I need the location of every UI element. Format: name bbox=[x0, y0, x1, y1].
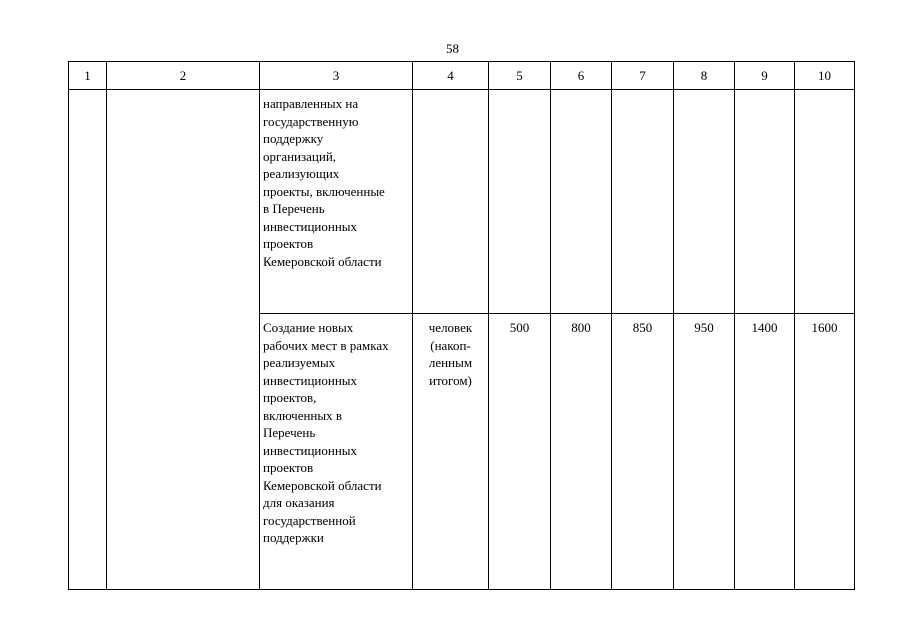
unit-text-line: человек bbox=[428, 320, 473, 335]
indicator-text-line: Кемеровской области bbox=[263, 477, 382, 493]
indicator-text-line: Перечень bbox=[263, 425, 316, 440]
unit-cell bbox=[413, 90, 489, 314]
indicator-cell bbox=[260, 90, 413, 314]
indicator-text-line: инвестиционных bbox=[263, 372, 358, 388]
column-header-5: 5 bbox=[489, 62, 551, 90]
indicator-text-line: реализуемых bbox=[263, 355, 336, 370]
indicator-cell bbox=[260, 314, 413, 590]
header-row bbox=[69, 62, 855, 90]
value-cell: 500 bbox=[489, 314, 551, 590]
value-cell: 800 bbox=[551, 314, 612, 590]
value-cell: 950 bbox=[674, 314, 735, 590]
indicators-table bbox=[68, 61, 855, 590]
value-cell bbox=[551, 90, 612, 314]
value-cell bbox=[735, 90, 795, 314]
unit-text-line: (накоп- bbox=[430, 337, 471, 353]
value-cell: 850 bbox=[612, 314, 674, 590]
value-cell bbox=[674, 90, 735, 314]
indicator-text-line: для оказания bbox=[263, 495, 335, 510]
indicator-text-line: проектов, bbox=[263, 390, 317, 405]
indicator-text-line: проекты, включенные bbox=[263, 183, 385, 199]
page-number: 58 bbox=[446, 41, 459, 56]
indicator-text-line: включенных в bbox=[263, 407, 343, 423]
column-header-8: 8 bbox=[674, 62, 735, 90]
unit-text-line: итогом) bbox=[429, 372, 472, 388]
value-cell bbox=[612, 90, 674, 314]
indicator-text-line: проектов bbox=[263, 460, 314, 475]
indicator-text-line: государственной bbox=[263, 512, 356, 528]
indicator-text-line: организаций, bbox=[263, 148, 337, 164]
column-header-6: 6 bbox=[551, 62, 612, 90]
value-cell bbox=[489, 90, 551, 314]
indicator-text-line: в Перечень bbox=[263, 201, 325, 216]
indicator-text-line: реализующих bbox=[263, 166, 340, 181]
goal-cell bbox=[107, 90, 260, 590]
column-header-4: 4 bbox=[413, 62, 489, 90]
indicator-text-line: Создание новых bbox=[263, 320, 354, 335]
unit-cell bbox=[413, 314, 489, 590]
indicator-text-line: Кемеровской области bbox=[263, 253, 382, 269]
table-row bbox=[69, 90, 855, 314]
column-header-7: 7 bbox=[612, 62, 674, 90]
indicator-text-line: поддержку bbox=[263, 131, 324, 146]
indicator-text-line: инвестиционных bbox=[263, 218, 358, 234]
unit-text-line: ленным bbox=[428, 355, 473, 370]
indicator-text-line: государственную bbox=[263, 113, 359, 129]
indicator-text-line: проектов bbox=[263, 236, 314, 251]
value-cell: 1400 bbox=[735, 314, 795, 590]
column-header-9: 9 bbox=[735, 62, 795, 90]
column-header-3: 3 bbox=[260, 62, 413, 90]
indicator-text-line: поддержки bbox=[263, 530, 324, 545]
value-cell bbox=[795, 90, 855, 314]
column-header-10: 10 bbox=[795, 62, 855, 90]
indicator-text-line: направленных на bbox=[263, 96, 359, 111]
indicator-text-line: рабочих мест в рамках bbox=[263, 337, 389, 353]
row-number-cell bbox=[69, 90, 107, 590]
value-cell: 1600 bbox=[795, 314, 855, 590]
column-header-2: 2 bbox=[107, 62, 260, 90]
indicator-text-line: инвестиционных bbox=[263, 442, 358, 458]
column-header-1: 1 bbox=[69, 62, 107, 90]
